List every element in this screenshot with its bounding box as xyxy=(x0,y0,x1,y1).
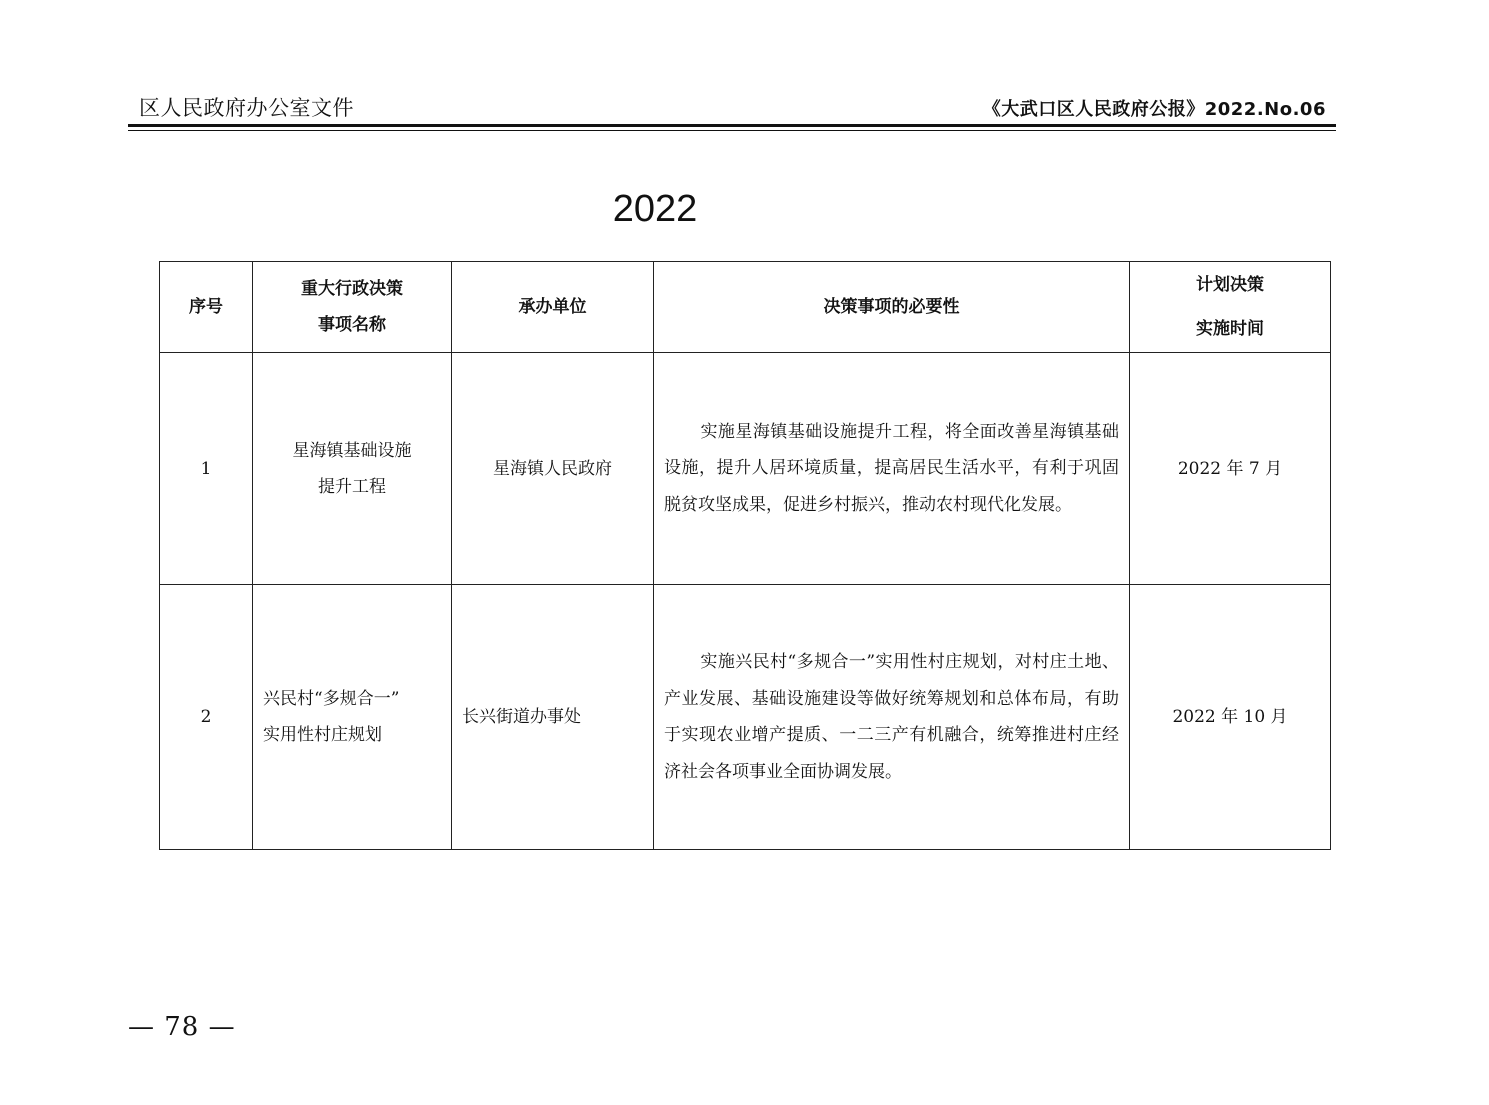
row1-name-line2: 提升工程 xyxy=(318,476,386,497)
table-row xyxy=(160,353,1331,585)
cell-name xyxy=(253,353,452,585)
header-unit xyxy=(452,262,654,353)
header-rule-thick xyxy=(128,124,1336,127)
header-seq xyxy=(160,262,253,353)
row2-name-line2: 实用性村庄规划 xyxy=(263,725,382,745)
header-unit-label: 承办单位 xyxy=(518,297,587,317)
header-time-line2: 实施时间 xyxy=(1196,319,1264,339)
cell-seq xyxy=(160,585,253,850)
document-title: 2022 xyxy=(612,188,698,230)
header-time xyxy=(1130,262,1331,353)
row1-necessity: 实施星海镇基础设施提升工程，将全面改善星海镇基础设施，提升人居环境质量，提高居民生活水平，有利于巩固脱贫攻坚成果，促进乡村振兴，推动农村现代化发展。 xyxy=(664,421,1119,515)
cell-seq xyxy=(160,353,253,585)
cell-unit xyxy=(452,353,654,585)
header-name xyxy=(253,262,452,353)
row1-unit: 星海镇人民政府 xyxy=(493,458,612,479)
cell-name xyxy=(253,585,452,850)
header-seq-label: 序号 xyxy=(189,297,223,317)
header-left-text: 区人民政府办公室文件 xyxy=(139,96,354,120)
table-header-row xyxy=(160,262,1331,353)
page-number: — 78 — xyxy=(128,1012,236,1042)
header-necessity xyxy=(654,262,1130,353)
header-rule-thin xyxy=(128,130,1336,131)
cell-time xyxy=(1130,353,1331,585)
header-right-text: 《大武口区人民政府公报》2022.No.06 xyxy=(982,99,1326,120)
table-row xyxy=(160,585,1331,850)
row2-seq: 2 xyxy=(200,707,212,727)
cell-necessity xyxy=(654,353,1130,585)
row1-name-line1: 星海镇基础设施 xyxy=(292,440,412,461)
row2-unit: 长兴街道办事处 xyxy=(462,707,581,727)
header-time-line1: 计划决策 xyxy=(1196,275,1264,295)
cell-necessity xyxy=(654,585,1130,850)
row1-time: 2022 年 7 月 xyxy=(1177,458,1283,479)
row1-seq: 1 xyxy=(200,458,212,479)
cell-time xyxy=(1130,585,1331,850)
row2-necessity: 实施兴民村“多规合一”实用性村庄规划，对村庄土地、产业发展、基础设施建设等做好统筹规划和总体布局，有助于实现农业增产提质、一二三产有机融合，统筹推进村庄经济社会各项事业全面协调发展。 xyxy=(664,652,1119,782)
header-name-line1: 重大行政决策 xyxy=(301,279,403,299)
cell-unit xyxy=(452,585,654,850)
header-name-line2: 事项名称 xyxy=(318,315,386,335)
row2-time: 2022 年 10 月 xyxy=(1172,707,1288,727)
header-necessity-label: 决策事项的必要性 xyxy=(823,297,960,317)
row2-name-line1: 兴民村“多规合一” xyxy=(263,689,400,709)
decision-table xyxy=(159,261,1331,850)
